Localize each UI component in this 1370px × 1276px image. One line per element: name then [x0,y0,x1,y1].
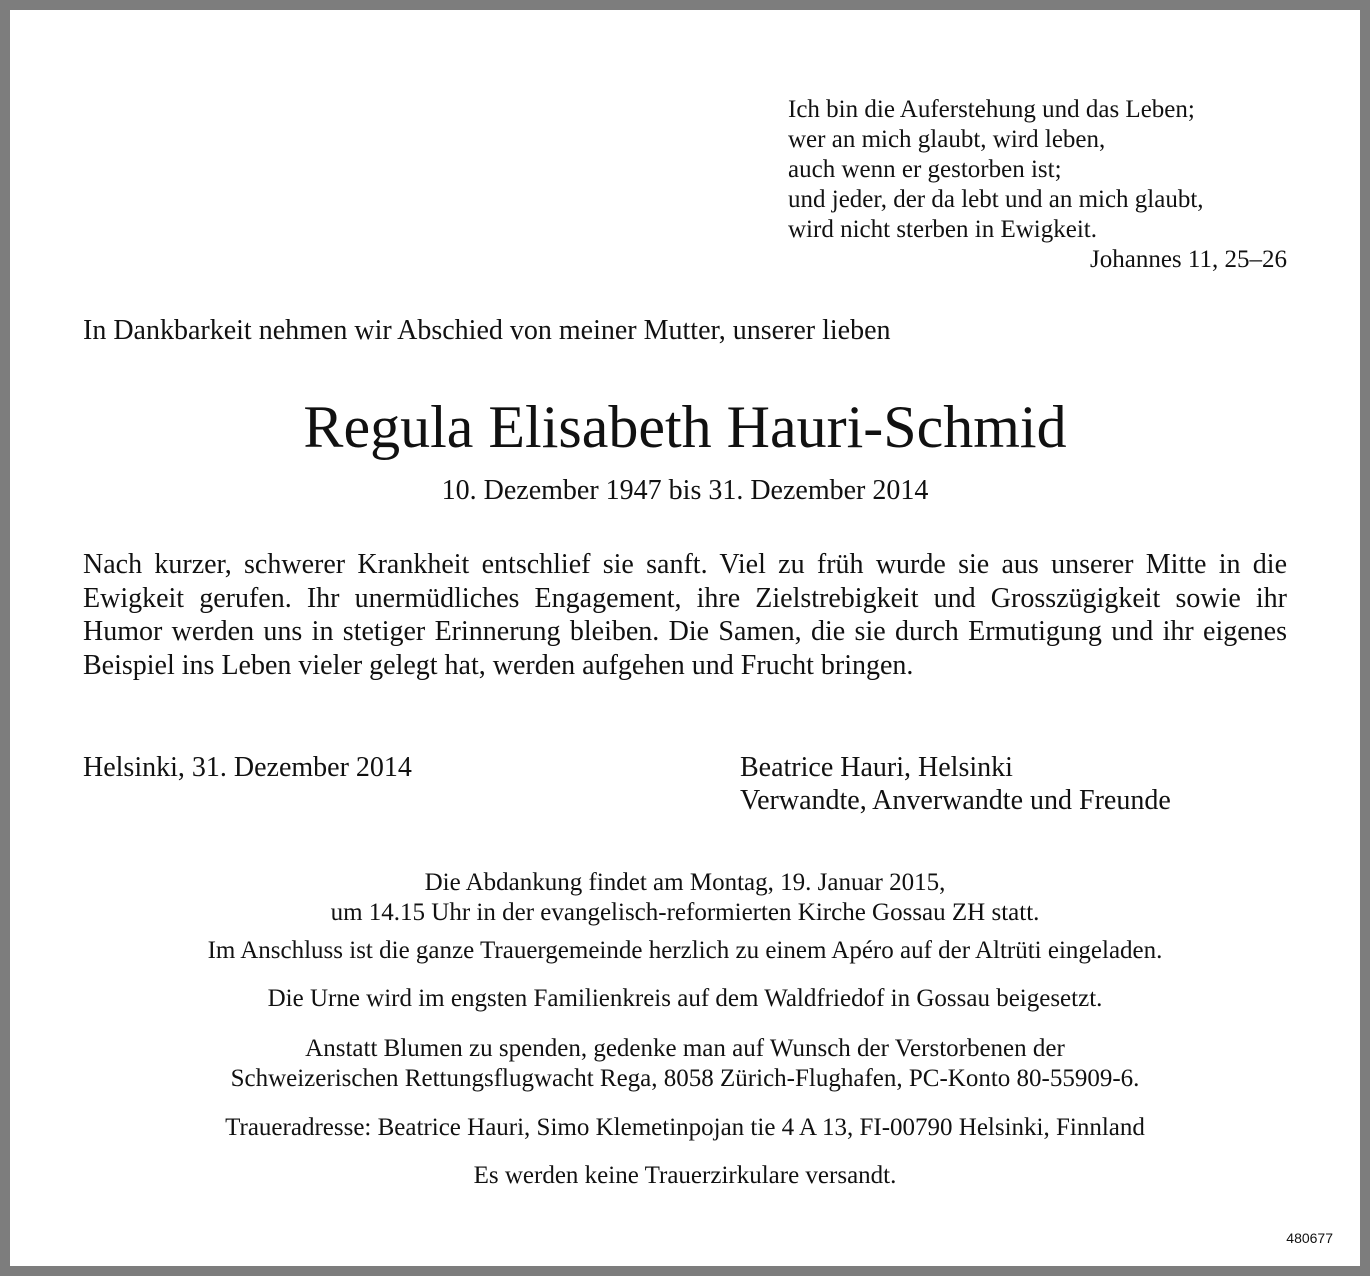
donation-info [10,1034,1360,1094]
verse-reference: Johannes 11, 25–26 [1090,246,1287,273]
signers [740,751,1171,817]
signer-line: Verwandte, Anverwandte und Freunde [740,785,1171,816]
donation-line: Schweizerischen Rettungsflugwacht Rega, 8058 Zürich-Flughafen, PC-Konto 80-55909-6. [230,1065,1140,1092]
intro-text: In Dankbarkeit nehmen wir Abschied von meiner Mutter, unserer lieben [83,315,891,346]
deceased-name: Regula Elisabeth Hauri-Schmid [303,394,1067,460]
bible-verse [788,95,1288,245]
place-date: Helsinki, 31. Dezember 2014 [83,752,412,783]
mourning-address: Traueradresse: Beatrice Hauri, Simo Klemetinpojan tie 4 A 13, FI-00790 Helsinki, Finnland [225,1114,1145,1141]
life-dates: 10. Dezember 1947 bis 31. Dezember 2014 [441,475,929,506]
verse-line: wer an mich glaubt, wird leben, [788,126,1106,153]
obituary-page [10,10,1360,1266]
body-paragraph: Nach kurzer, schwerer Krankheit entschlief sie sanft. Viel zu früh wurde sie aus unserer Mitte in die Ewigkeit gerufen. Ihr unermüdliches Engagement, ihre Zielstrebigkeit und Grosszügigkeit sowie ihr Humor werden uns in stetiger Erinnerung bleiben. Die Samen, die sie durch Ermutigung und ihr eigenes Beispiel ins Leben vieler gelegt hat, werden aufgehen und Frucht bringen. [83,549,1287,681]
burial-info: Die Urne wird im engsten Familienkreis auf dem Waldfriedof in Gossau beigesetzt. [267,985,1103,1012]
ad-code: 480677 [1286,1230,1333,1246]
verse-line: wird nicht sterben in Ewigkeit. [788,216,1097,243]
verse-line: und jeder, der da lebt und an mich glaubt, [788,186,1204,213]
ceremony-info [10,868,1360,928]
signer-line: Beatrice Hauri, Helsinki [740,752,1013,783]
ceremony-line: Die Abdankung findet am Montag, 19. Januar 2015, [424,869,946,896]
reception-info: Im Anschluss ist die ganze Trauergemeinde herzlich zu einem Apéro auf der Altrüti eingeladen. [207,937,1163,964]
ceremony-line: um 14.15 Uhr in der evangelisch-reformierten Kirche Gossau ZH statt. [330,899,1040,926]
verse-line: Ich bin die Auferstehung und das Leben; [788,96,1195,123]
donation-line: Anstatt Blumen zu spenden, gedenke man auf Wunsch der Verstorbenen der [305,1035,1065,1062]
verse-line: auch wenn er gestorben ist; [788,156,1062,183]
no-circulars-notice: Es werden keine Trauerzirkulare versandt. [473,1162,897,1189]
